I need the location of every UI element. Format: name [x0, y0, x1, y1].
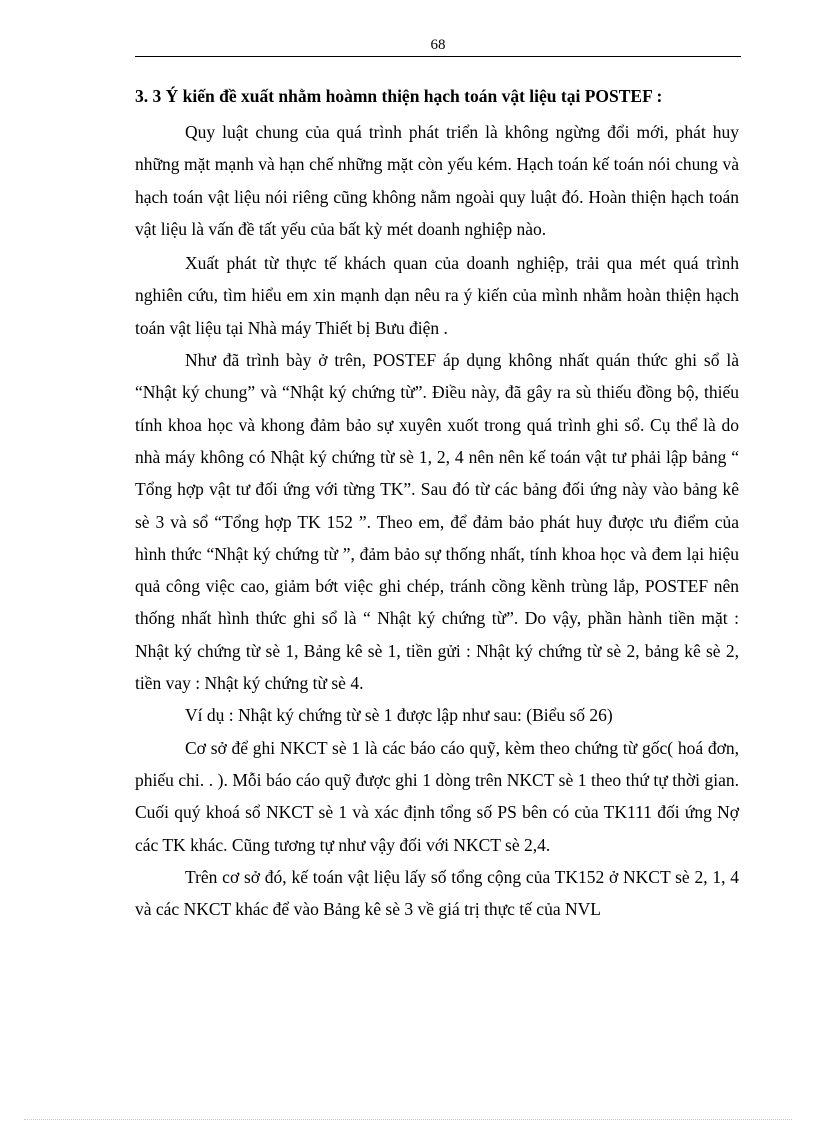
paragraph-analysis: Như đã trình bày ở trên, POSTEF áp dụng không nhất quán thức ghi sổ là “Nhật ký chung” và “Nhật ký chứng từ”. Điều này, đã gây ra sù thiếu đồng bộ, thiếu tính khoa học và khong đảm bảo sự xuyên xuốt trong quá trình ghi sổ. Cụ thể là do nhà máy không có Nhật ký chứng từ sè 1, 2, 4 nên nên kế toán vật tư phải lập bảng “ Tổng hợp vật tư đối ứng với từng TK”. Sau đó từ các bảng đối ứng này vào bảng kê sè 3 và sổ “Tổng hợp TK 152 ”. Theo em, để đảm bảo phát huy được ưu điểm của hình thức “Nhật ký chứng từ ”, đảm bảo sự thống nhất, tính khoa học và đem lại hiệu quả công việc cao, giảm bớt việc ghi chép, tránh cồng kềnh trùng lắp, POSTEF nên thống nhất hình thức ghi sổ là “ Nhật ký chứng từ”. Do vậy, phần hành tiền mặt : Nhật ký chứng từ sè 1, Bảng kê sè 1, tiền gửi : Nhật ký chứng từ sè 2, bảng kê sè 2, tiền vay : Nhật ký chứng từ sè 4. [135, 350, 739, 694]
page-bottom-divider [24, 1119, 792, 1120]
document-body [135, 80, 739, 925]
page-header [135, 36, 741, 57]
page-number: 68 [430, 37, 446, 53]
section-heading: 3. 3 Ý kiến đề xuất nhằm hoàmn thiện hạch toán vật liệu tại POSTEF : [135, 86, 663, 106]
paragraph-intro: Quy luật chung của quá trình phát triển là không ngừng đổi mới, phát huy những mặt mạnh và hạn chế những mặt còn yếu kém. Hạch toán kế toán nói chung và hạch toán vật liệu nói riêng cũng không nằm ngoài quy luật đó. Hoàn thiện hạch toán vật liệu là vấn đề tất yếu của bất kỳ mét doanh nghiệp nào. [135, 122, 739, 239]
paragraph-example: Ví dụ : Nhật ký chứng từ sè 1 được lập như sau: (Biểu số 26) [185, 705, 613, 726]
paragraph-conclusion: Trên cơ sở đó, kế toán vật liệu lấy số tổng cộng của TK152 ở NKCT sè 2, 1, 4 và các NKCT khác để vào Bảng kê sè 3 về giá trị thực tế của NVL [135, 866, 739, 920]
paragraph-basis: Cơ sở để ghi NKCT sè 1 là các báo cáo quỹ, kèm theo chứng từ gốc( hoá đơn, phiếu chi. . ). Mỗi báo cáo quỹ được ghi 1 dòng trên NKCT sè 1 theo thứ tự thời gian. Cuối quý khoá sổ NKCT sè 1 và xác định tổng số PS bên có của TK111 đối ứng Nợ các TK khác. Cũng tương tự như vậy đối với NKCT sè 2,4. [135, 737, 739, 855]
paragraph-context: Xuất phát từ thực tế khách quan của doanh nghiệp, trải qua mét quá trình nghiên cứu, tìm hiểu em xin mạnh dạn nêu ra ý kiến của mình nhằm hoàn thiện hạch toán vật liệu tại Nhà máy Thiết bị Bưu điện . [135, 253, 739, 338]
